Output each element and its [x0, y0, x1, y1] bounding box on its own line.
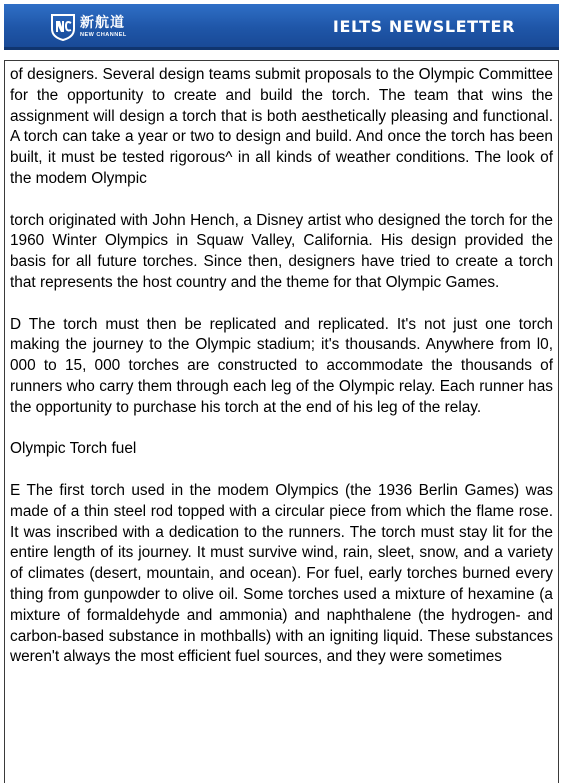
article-paragraph: E The first torch used in the modem Olympics (the 1936 Berlin Games) was made of a thin steel rod topped with a circular piece from which the flame rose. It was inscribed with a dedication to the runners. The torch must stay lit for the entire length of its journey. It must survive wind, rain, sleet, snow, and a variety of climates (desert, mountain, and ocean). For fuel, early torches burned every thing from gunpowder to olive oil. Some torches used a mixture of hexamine (a mixture of formaldehyde and ammonia) and naphthalene (the hydrogen- and carbon-based substance in mothballs) with an igniting liquid. These substances weren't always the most efficient fuel sources, and they were sometimes: [10, 481, 553, 666]
logo-chinese-text: 新航道: [80, 14, 125, 31]
article-paragraph: of designers. Several design teams submit proposals to the Olympic Committee for the opportunity to create and build the torch. The team that wins the assignment will design a torch that is both aesthetically pleasing and functional. A torch can take a year or two to design and build. And once the torch has been built, it must be tested rigorous^ in all kinds of weather conditions. The look of the modem Olympic: [10, 66, 553, 187]
article-paragraph: D The torch must then be replicated and replicated. It's not just one torch making the journey to the Olympic stadium; it's thousands. Anywhere from l0, 000 to 15, 000 torches are constructed to accommodate the thousands of runners who carry them through each leg of the Olympic relay. Each runner has the opportunity to purchase his torch at the end of his leg of the relay.: [10, 315, 553, 416]
section-heading: Olympic Torch fuel: [10, 440, 137, 458]
article-paragraph: torch originated with John Hench, a Disney artist who designed the torch for the 1960 Winter Olympics in Squaw Valley, California. His design provided the basis for all future torches. Since then, designers have tried to create a torch that represents the host country and the theme for that Olympic Games.: [10, 211, 553, 291]
brand-logo: [50, 11, 127, 43]
newsletter-title: IELTS NEWSLETTER: [332, 17, 515, 36]
newsletter-header: [4, 4, 559, 50]
logo-wordmark: [80, 16, 127, 39]
article-body: [4, 60, 559, 783]
shield-logo-icon: [50, 13, 76, 41]
logo-english-text: NEW CHANNEL: [80, 31, 127, 38]
